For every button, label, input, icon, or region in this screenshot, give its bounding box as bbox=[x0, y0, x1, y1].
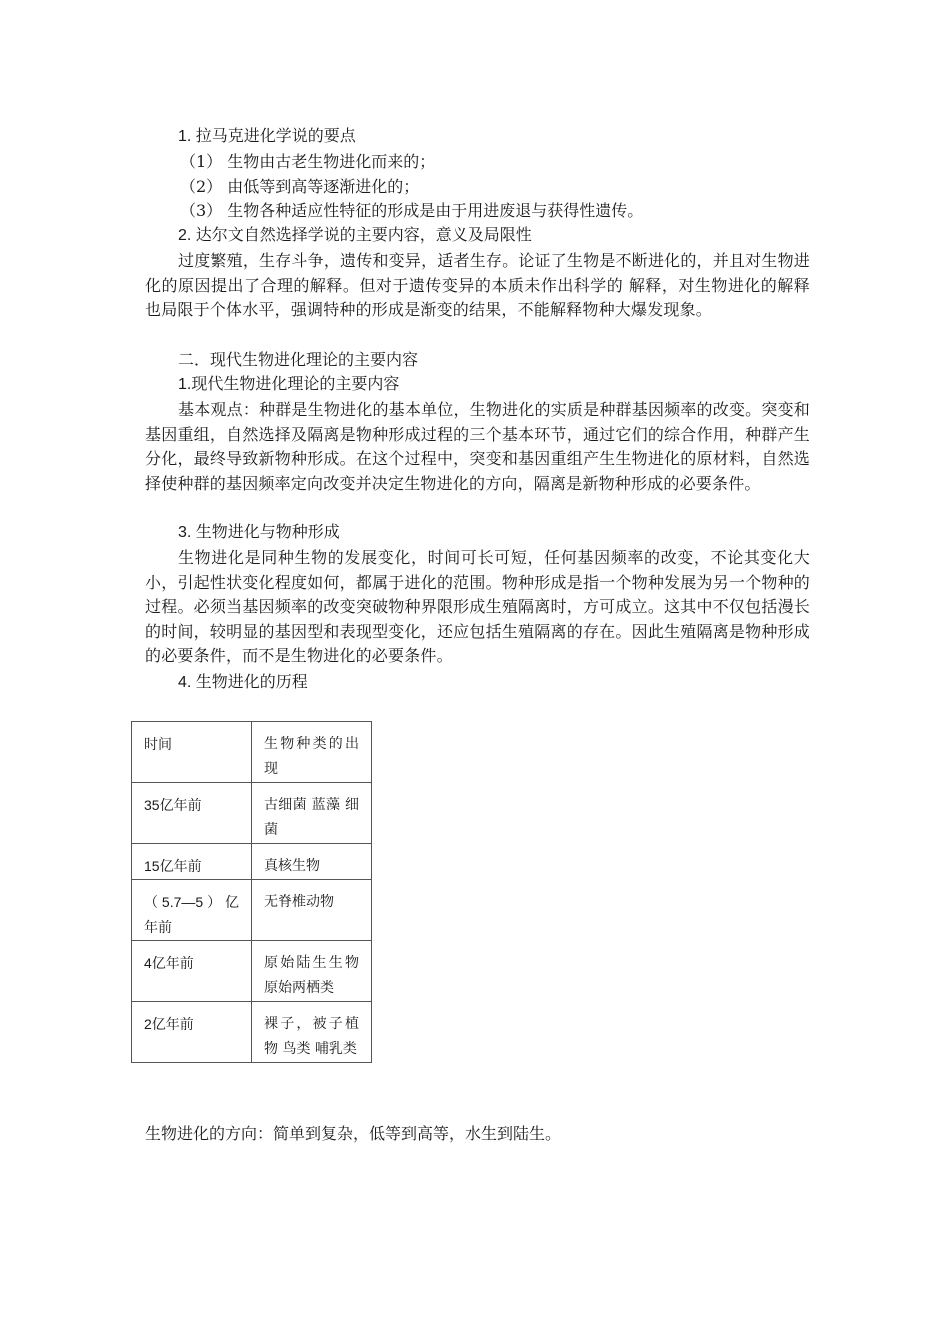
heading-darwin: 2. 达尔文自然选择学说的主要内容，意义及局限性 bbox=[178, 227, 532, 244]
table-row bbox=[132, 1002, 372, 1063]
table-row bbox=[132, 722, 372, 783]
table-cell-species: 裸子，被子植物 鸟类 哺乳类 bbox=[252, 1002, 372, 1063]
paragraph-darwin: 过度繁殖，生存斗争，遗传和变异，适者生存。论证了生物是不断进化的，并且对生物进化的原因提出了合理的解释。但对于遗传变异的本质未作出科学的 解释，对生物进化的解释也局限于个体水平，强调特种的形成是渐变的结果，不能解释物种大爆发现象。 bbox=[145, 251, 810, 319]
table-row bbox=[132, 844, 372, 880]
table-cell-species: 原始陆生生物 原始两栖类 bbox=[252, 941, 372, 1002]
closing-sentence: 生物进化的方向：简单到复杂，低等到高等，水生到陆生。 bbox=[145, 1124, 562, 1143]
section-heading: 二．现代生物进化理论的主要内容 bbox=[178, 350, 419, 369]
list-item: （2） 由低等到高等逐渐进化的； bbox=[180, 177, 420, 196]
table-cell-time: 15亿年前 bbox=[132, 844, 252, 880]
table-cell-time: 4亿年前 bbox=[132, 941, 252, 1002]
table-cell-species: 无脊椎动物 bbox=[252, 880, 372, 941]
table-cell-species: 生物种类的出现 bbox=[252, 722, 372, 783]
table-row bbox=[132, 880, 372, 941]
table-cell-time: 时间 bbox=[132, 722, 252, 783]
paragraph-modern-theory: 基本观点：种群是生物进化的基本单位，生物进化的实质是种群基因频率的改变。突变和基因重组，自然选择及隔离是物种形成过程的三个基本环节，通过它们的综合作用，种群产生分化，最终导致新物种形成。在这个过程中，突变和基因重组产生生物进化的原材料，自然选择使种群的基因频率定向改变并决定生物进化的方向，隔离是新物种形成的必要条件。 bbox=[145, 400, 810, 493]
heading-lamarck: 1. 拉马克进化学说的要点 bbox=[178, 128, 356, 145]
table-cell-time: （ 5.7—5 ） 亿年前 bbox=[132, 880, 252, 941]
list-item: （3） 生物各种适应性特征的形成是由于用进废退与获得性遗传。 bbox=[180, 201, 644, 220]
list-item: （1） 生物由古老生物进化而来的； bbox=[180, 152, 436, 171]
table-cell-time: 35亿年前 bbox=[132, 783, 252, 844]
table-row bbox=[132, 783, 372, 844]
heading-history: 4. 生物进化的历程 bbox=[178, 674, 308, 691]
paragraph-speciation: 生物进化是同种生物的发展变化，时间可长可短，任何基因频率的改变，不论其变化大小，引起性状变化程度如何，都属于进化的范围。物种形成是指一个物种发展为另一个物种的过程。必须当基因频率的改变突破物种界限形成生殖隔离时，方可成立。这其中不仅包括漫长的时间，较明显的基因型和表现型变化，还应包括生殖隔离的存在。因此生殖隔离是物种形成的必要条件，而不是生物进化的必要条件。 bbox=[145, 548, 810, 665]
table-cell-species: 古细菌 蓝藻 细菌 bbox=[252, 783, 372, 844]
heading-modern-theory: 1.现代生物进化理论的主要内容 bbox=[178, 376, 400, 393]
table-row bbox=[132, 941, 372, 1002]
evolution-history-table bbox=[131, 721, 372, 1063]
table-cell-species: 真核生物 bbox=[252, 844, 372, 880]
table-cell-time: 2亿年前 bbox=[132, 1002, 252, 1063]
heading-speciation: 3. 生物进化与物种形成 bbox=[178, 524, 340, 541]
